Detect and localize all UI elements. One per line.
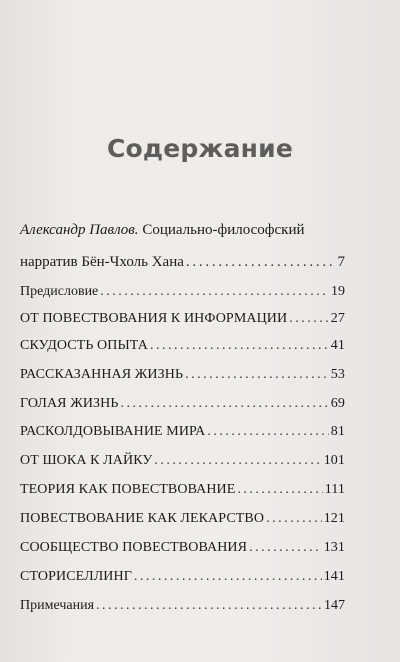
dot-leader xyxy=(185,367,329,383)
toc-entry xyxy=(20,598,345,614)
toc-entry xyxy=(20,482,345,498)
entry-label: ОТ ПОВЕСТВОВАНИЯ К ИНФОРМАЦИИ xyxy=(20,311,288,326)
dot-leader xyxy=(96,598,322,614)
page-number: 111 xyxy=(324,482,345,497)
toc-entry xyxy=(20,311,345,327)
dot-leader xyxy=(289,311,329,327)
entry-label: ОТ ШОКА К ЛАЙКУ xyxy=(20,453,153,468)
page-number: 131 xyxy=(323,540,345,555)
intro-title-line1: Социально-философский xyxy=(142,222,305,238)
page-number: 81 xyxy=(330,424,345,439)
page-number: 69 xyxy=(330,396,345,411)
page-number: 141 xyxy=(323,569,345,584)
dot-leader xyxy=(186,254,336,271)
dot-leader xyxy=(100,284,329,300)
dot-leader xyxy=(121,396,329,412)
entry-label: РАСКОЛДОВЫВАНИЕ МИРА xyxy=(20,424,206,439)
page-title: Содержание xyxy=(106,134,294,163)
page-number: 41 xyxy=(330,338,345,353)
entry-label: РАССКАЗАННАЯ ЖИЗНЬ xyxy=(20,367,184,382)
page-number: 7 xyxy=(337,254,345,270)
entry-label: Примечания xyxy=(20,598,95,613)
dot-leader xyxy=(266,511,322,527)
dot-leader xyxy=(207,424,328,440)
page-number: 19 xyxy=(331,284,345,299)
toc-entry xyxy=(20,284,345,300)
entry-label: ГОЛАЯ ЖИЗНЬ xyxy=(20,396,119,411)
entry-label: СООБЩЕСТВО ПОВЕСТВОВАНИЯ xyxy=(20,540,248,555)
entry-label: Предисловие xyxy=(20,284,99,299)
page-number: 27 xyxy=(330,311,345,326)
dot-leader xyxy=(134,569,322,585)
toc-entry xyxy=(20,511,345,527)
dot-leader xyxy=(249,540,322,556)
toc-entry-intro xyxy=(20,254,345,271)
intro-author: Александр Павлов. xyxy=(20,222,139,238)
toc-entry xyxy=(20,338,345,354)
dot-leader xyxy=(154,453,321,469)
toc-entry xyxy=(20,367,345,383)
intro-title-line2: нарратив Бён-Чхоль Хана xyxy=(20,254,184,270)
toc-entry xyxy=(20,424,345,440)
page-number: 121 xyxy=(323,511,345,526)
entry-label: ПОВЕСТВОВАНИЕ КАК ЛЕКАРСТВО xyxy=(20,511,265,526)
page-number: 101 xyxy=(323,453,345,468)
dot-leader xyxy=(237,482,322,498)
dot-leader xyxy=(150,338,329,354)
toc-intro-line1 xyxy=(20,222,350,239)
page-number: 53 xyxy=(330,367,345,382)
page-number: 147 xyxy=(324,598,345,613)
entry-label: СТОРИСЕЛЛИНГ xyxy=(20,569,132,584)
toc-entry xyxy=(20,453,345,469)
entry-label: СКУДОСТЬ ОПЫТА xyxy=(20,338,148,353)
toc-entry xyxy=(20,396,345,412)
entry-label: ТЕОРИЯ КАК ПОВЕСТВОВАНИЕ xyxy=(20,482,236,497)
toc-entry xyxy=(20,569,345,585)
toc-entry xyxy=(20,540,345,556)
